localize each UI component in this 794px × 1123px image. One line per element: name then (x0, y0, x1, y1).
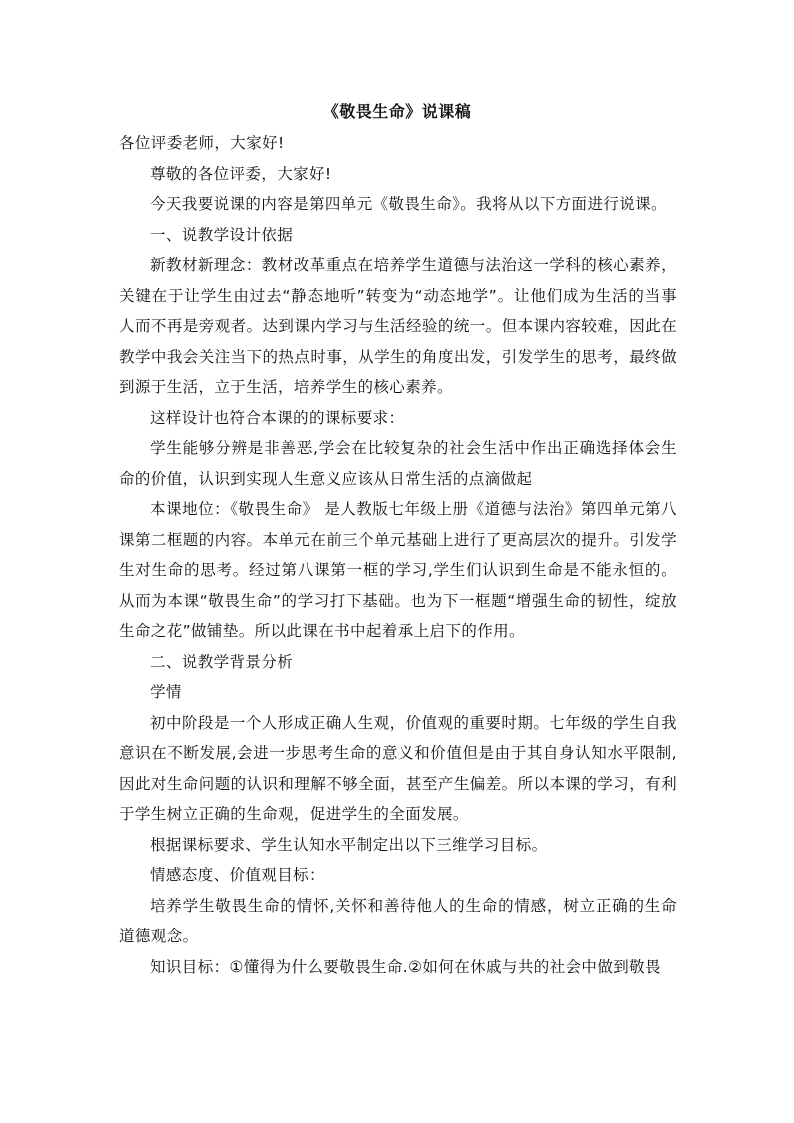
paragraph: 根据课标要求、学生认知水平制定出以下三维学习目标。 (150, 835, 548, 854)
paragraph: 这样设计也符合本课的的课标要求： (150, 408, 405, 427)
subheading: 学情 (150, 683, 182, 701)
paragraph: 学生能够分辨是非善恶,学会在比较复杂的社会生活中作出正确选择体会生命的价值，认识到实现人生意义应该从日常生活的点滴做起 (119, 439, 677, 488)
greeting-paragraph: 各位评委老师，大家好! (119, 134, 285, 152)
section-heading: 二、说教学背景分析 (150, 652, 294, 671)
paragraph: 培养学生敬畏生命的情怀,关怀和善待他人的生命的情感，树立正确的生命道德观念。 (119, 896, 677, 945)
subheading: 情感态度、价值观目标： (150, 866, 325, 884)
paragraph: 本课地位：《敬畏生命》 是人教版七年级上册《道德与法治》第四单元第八课第二框题的内容。本单元在前三个单元基础上进行了更高层次的提升。引发学生对生命的思考。经过第八课第一框的学习,学生们认识到生命是不能永恒的。从而为本课“敬畏生命”的学习打下基础。也为下一框题“增强生命的韧性，绽放生命之花”做铺垫。所以此课在书中起着承上启下的作用。 (119, 500, 677, 640)
paragraph: 知识目标：①懂得为什么要敬畏生命.②如何在休戚与共的社会中做到敬畏 (150, 957, 661, 976)
document-body (119, 128, 677, 982)
paragraph: 初中阶段是一个人形成正确人生观，价值观的重要时期。七年级的学生自我意识在不断发展,会进一步思考生命的意义和价值但是由于其自身认知水平限制,因此对生命问题的认识和理解不够全面，甚至产生偏差。所以本课的学习，有利于学生树立正确的生命观，促进学生的全面发展。 (119, 713, 677, 823)
document-title: 《敬畏生命》说课稿 (322, 102, 472, 121)
paragraph: 今天我要说课的内容是第四单元《敬畏生命》。我将从以下方面进行说课。 (150, 195, 667, 213)
section-heading: 一、说教学设计依据 (150, 225, 294, 244)
paragraph: 尊敬的各位评委，大家好! (150, 164, 332, 183)
paragraph: 新教材新理念：教材改革重点在培养学生道德与法治这一学科的核心素养，关键在于让学生由过去“静态地听”转变为“动态地学”。让他们成为生活的当事人而不再是旁观者。达到课内学习与生活经验的统一。但本课内容较难，因此在教学中我会关注当下的热点时事，从学生的角度出发，引发学生的思考，最终做到源于生活，立于生活，培养学生的核心素养。 (119, 256, 677, 396)
